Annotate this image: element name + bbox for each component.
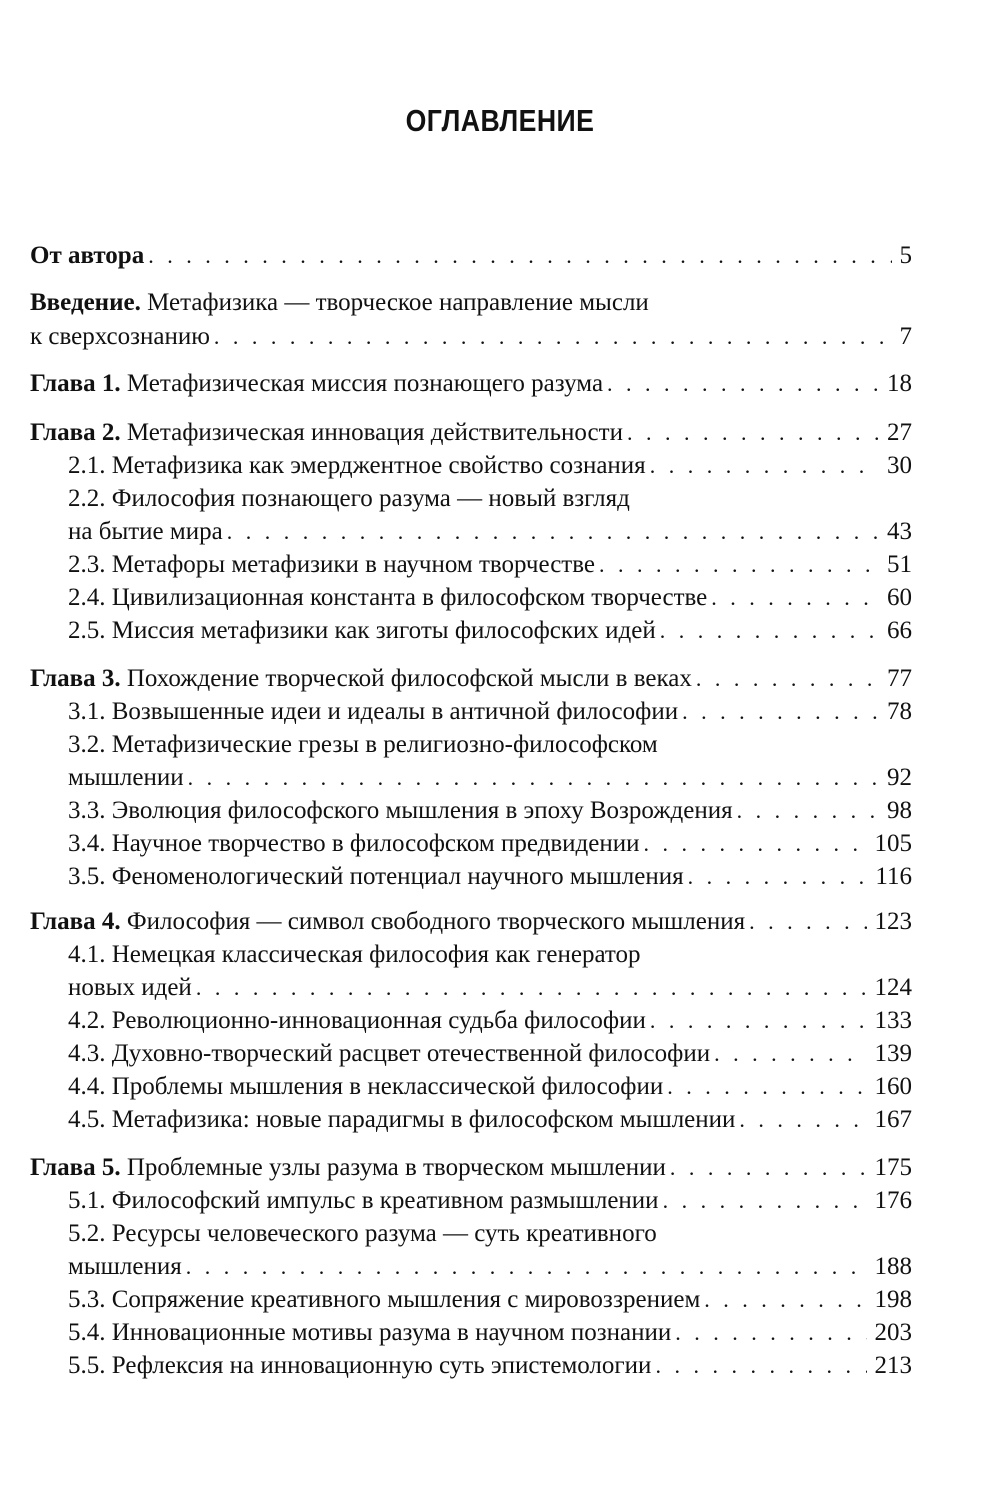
- toc-entry-chapter-4[interactable]: [30, 906, 912, 938]
- leader-dots: [196, 972, 867, 1004]
- entry-label: Глава 5.: [30, 1154, 121, 1181]
- toc-entry-4-5[interactable]: [68, 1104, 912, 1136]
- page-number: 43: [887, 518, 912, 545]
- entry-title: 5.4. Инновационные мотивы разума в научном познании: [68, 1319, 672, 1346]
- page-number: 123: [874, 908, 912, 935]
- toc-entry-4-1-line2[interactable]: [68, 972, 912, 1004]
- entry-label: Глава 3.: [30, 665, 121, 692]
- page-number: 66: [887, 617, 912, 644]
- toc-entry-2-2-line1[interactable]: 2.2. Философия познающего разума — новый взгляд: [68, 485, 630, 512]
- leader-dots: [148, 240, 891, 272]
- toc-entry-5-4[interactable]: [68, 1317, 912, 1349]
- toc-entry-3-5[interactable]: [68, 861, 912, 893]
- entry-title: 3.5. Феноменологический потенциал научного мышления: [68, 863, 684, 890]
- leader-dots: [607, 368, 879, 400]
- entry-title-cont: новых идей: [68, 974, 192, 1001]
- entry-title: 4.4. Проблемы мышления в неклассической философии: [68, 1073, 664, 1100]
- entry-title: Проблемные узлы разума в творческом мышлении: [126, 1154, 666, 1181]
- leader-dots: [737, 795, 879, 827]
- page-number: 203: [874, 1319, 912, 1346]
- page-number: 18: [887, 370, 912, 397]
- leader-dots: [650, 450, 879, 482]
- entry-title: 3.4. Научное творчество в философском предвидении: [68, 830, 640, 857]
- leader-dots: [696, 663, 879, 695]
- toc-entry-chapter-5[interactable]: [30, 1152, 912, 1184]
- entry-title: 5.3. Сопряжение креативного мышления с мировоззрением: [68, 1286, 701, 1313]
- toc-entry-4-4[interactable]: [68, 1071, 912, 1103]
- entry-title: Метафизика — творческое направление мысли: [147, 289, 649, 316]
- entry-title: 3.1. Возвышенные идеи и идеалы в античной философии: [68, 698, 679, 725]
- entry-label: Глава 2.: [30, 419, 121, 446]
- page-number: 124: [874, 974, 912, 1001]
- leader-dots: [663, 1185, 867, 1217]
- entry-title: 4.3. Духовно-творческий расцвет отечественной философии: [68, 1040, 711, 1067]
- toc-entry-5-5[interactable]: [68, 1350, 912, 1382]
- toc-entry-3-4[interactable]: [68, 828, 912, 860]
- toc-entry-2-1[interactable]: [68, 450, 912, 482]
- entry-title: 5.1. Философский импульс в креативном размышлении: [68, 1187, 659, 1214]
- toc-entry-3-2-line1[interactable]: 3.2. Метафизические грезы в религиозно-философском: [68, 731, 658, 758]
- page-number: 213: [874, 1352, 912, 1379]
- page-number: 60: [887, 584, 912, 611]
- leader-dots: [643, 828, 866, 860]
- entry-title: Метафизическая миссия познающего разума: [126, 370, 604, 397]
- page-number: 105: [874, 830, 912, 857]
- page-number: 30: [887, 452, 912, 479]
- toc-entry-chapter-2[interactable]: [30, 417, 912, 449]
- entry-title: 4.5. Метафизика: новые парадигмы в философском мышлении: [68, 1106, 736, 1133]
- leader-dots: [599, 549, 879, 581]
- toc-entry-4-3[interactable]: [68, 1038, 912, 1070]
- leader-dots: [704, 1284, 866, 1316]
- toc-entry-3-2-line2[interactable]: [68, 762, 912, 794]
- toc-entry-4-1-line1[interactable]: 4.1. Немецкая классическая философия как генератор: [68, 941, 641, 968]
- leader-dots: [682, 696, 879, 728]
- toc-entry-intro-line2[interactable]: [30, 321, 912, 353]
- page-number: 7: [899, 323, 912, 350]
- toc-entry-2-2-line2[interactable]: [68, 516, 912, 548]
- entry-label: Введение.: [30, 289, 141, 316]
- page-number: 27: [887, 419, 912, 446]
- leader-dots: [660, 615, 879, 647]
- leader-dots: [675, 1317, 866, 1349]
- leader-dots: [714, 1038, 866, 1070]
- entry-label: От автора: [30, 242, 145, 269]
- entry-title: Похождение творческой философской мысли в веках: [126, 665, 692, 692]
- entry-title: 3.3. Эволюция философского мышления в эпоху Возрождения: [68, 797, 733, 824]
- toc-entry-5-2-line1[interactable]: 5.2. Ресурсы человеческого разума — суть креативного: [68, 1220, 657, 1247]
- leader-dots: [650, 1005, 867, 1037]
- page-number: 78: [887, 698, 912, 725]
- entry-label: Глава 1.: [30, 370, 121, 397]
- toc-entry-3-3[interactable]: [68, 795, 912, 827]
- toc-entry-2-5[interactable]: [68, 615, 912, 647]
- page-number: 116: [875, 863, 912, 890]
- page-number: 92: [887, 764, 912, 791]
- entry-title-cont: на бытие мира: [68, 518, 223, 545]
- leader-dots: [186, 1251, 867, 1283]
- entry-title-cont: к сверхсознанию: [30, 323, 210, 350]
- entry-title: 2.1. Метафизика как эмерджентное свойство сознания: [68, 452, 646, 479]
- page-number: 98: [887, 797, 912, 824]
- toc-entry-2-4[interactable]: [68, 582, 912, 614]
- leader-dots: [227, 516, 879, 548]
- page-number: 5: [899, 242, 912, 269]
- toc-entry-5-3[interactable]: [68, 1284, 912, 1316]
- toc-entry-5-2-line2[interactable]: [68, 1251, 912, 1283]
- page-number: 51: [887, 551, 912, 578]
- entry-title-cont: мышлении: [68, 764, 184, 791]
- entry-title: 2.5. Миссия метафизики как зиготы философских идей: [68, 617, 656, 644]
- page-number: 198: [874, 1286, 912, 1313]
- leader-dots: [667, 1071, 866, 1103]
- leader-dots: [711, 582, 879, 614]
- toc-entry-chapter-1[interactable]: [30, 368, 912, 400]
- leader-dots: [688, 861, 868, 893]
- entry-title: 5.5. Рефлексия на инновационную суть эпистемологии: [68, 1352, 652, 1379]
- page-number: 139: [874, 1040, 912, 1067]
- leader-dots: [655, 1350, 866, 1382]
- toc-entry-intro-line1[interactable]: [30, 287, 649, 319]
- entry-title: 4.2. Революционно-инновационная судьба философии: [68, 1007, 646, 1034]
- toc-entry-5-1[interactable]: [68, 1185, 912, 1217]
- page-number: 160: [874, 1073, 912, 1100]
- entry-title-cont: мышления: [68, 1253, 182, 1280]
- leader-dots: [670, 1152, 867, 1184]
- page-title: ОГЛАВЛЕНИЕ: [405, 103, 595, 138]
- leader-dots: [739, 1104, 866, 1136]
- page-number: 133: [874, 1007, 912, 1034]
- toc-entry-author[interactable]: [30, 240, 912, 272]
- leader-dots: [214, 321, 892, 353]
- entry-title: Метафизическая инновация действительности: [126, 419, 623, 446]
- page-number: 167: [874, 1106, 912, 1133]
- leader-dots: [627, 417, 879, 449]
- leader-dots: [188, 762, 879, 794]
- entry-title: Философия — символ свободного творческого мышления: [126, 908, 746, 935]
- page-number: 188: [874, 1253, 912, 1280]
- page-number: 77: [887, 665, 912, 692]
- toc-entry-chapter-3[interactable]: [30, 663, 912, 695]
- entry-title: 2.3. Метафоры метафизики в научном творчестве: [68, 551, 595, 578]
- page-number: 176: [874, 1187, 912, 1214]
- toc-entry-2-3[interactable]: [68, 549, 912, 581]
- toc-entry-3-1[interactable]: [68, 696, 912, 728]
- leader-dots: [749, 906, 866, 938]
- entry-label: Глава 4.: [30, 908, 121, 935]
- page-number: 175: [874, 1154, 912, 1181]
- entry-title: 2.4. Цивилизационная константа в философском творчестве: [68, 584, 708, 611]
- toc-entry-4-2[interactable]: [68, 1005, 912, 1037]
